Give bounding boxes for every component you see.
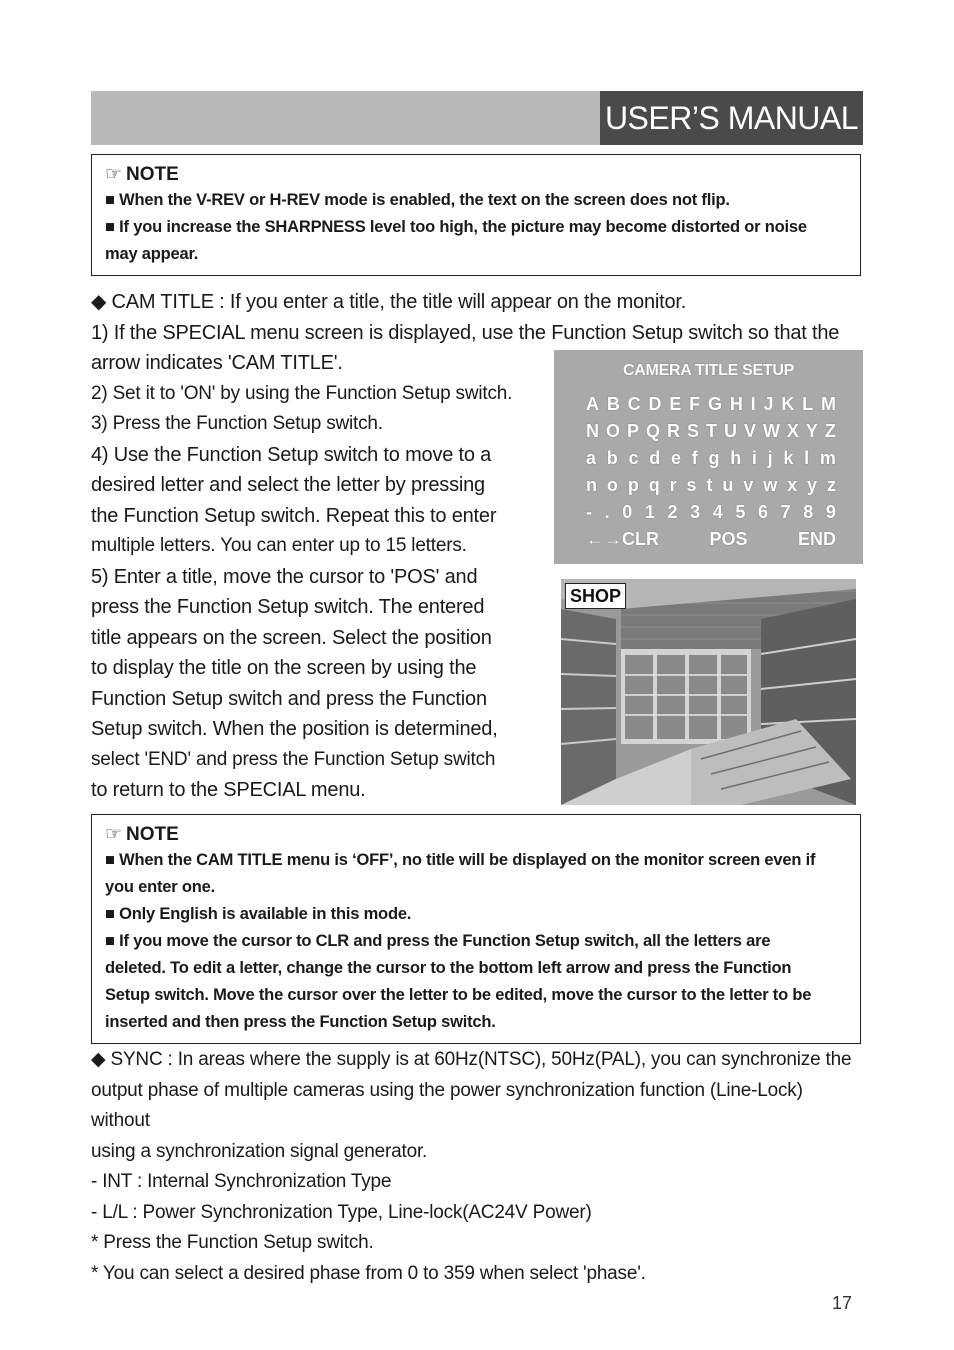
- body-text: 5) Enter a title, move the cursor to 'POS' and: [91, 565, 478, 588]
- body-text: to display the title on the screen by using the: [91, 657, 477, 679]
- header-bar: [91, 91, 863, 145]
- body-text: Function Setup switch and press the Function: [91, 687, 487, 710]
- osd-char: P: [626, 421, 639, 441]
- shop-title-overlay: SHOP: [565, 583, 626, 609]
- osd-char: a: [586, 448, 597, 468]
- body-text: select 'END' and press the Function Setup switch: [91, 748, 496, 770]
- body-text: 1) If the SPECIAL menu screen is displayed, use the Function Setup switch so that the: [91, 321, 840, 344]
- osd-char: 2: [667, 502, 678, 522]
- body-text: 4) Use the Function Setup switch to move to a: [91, 443, 492, 466]
- osd-char: K: [781, 394, 795, 414]
- body-text: desired letter and select the letter by pressing: [91, 474, 485, 496]
- osd-char: i: [751, 448, 757, 468]
- osd-char: f: [691, 448, 698, 468]
- osd-char: 1: [644, 502, 655, 522]
- osd-char: R: [666, 421, 680, 441]
- osd-char: 3: [690, 502, 701, 522]
- osd-row-2: [586, 421, 836, 442]
- camera-title-setup-screen: [554, 350, 863, 564]
- osd-char: H: [729, 394, 743, 414]
- body-text: ◆ SYNC : In areas where the supply is at 60Hz(NTSC), 50Hz(PAL), you can synchronize the: [91, 1049, 852, 1070]
- osd-char: c: [628, 448, 639, 468]
- osd-char: N: [586, 421, 599, 441]
- body-text: ◆ CAM TITLE : If you enter a title, the title will appear on the monitor.: [91, 291, 687, 313]
- osd-char: 9: [825, 502, 836, 522]
- note-line: ■ When the CAM TITLE menu is ‘OFF’, no title will be displayed on the monitor screen even if: [105, 851, 816, 869]
- body-text: title appears on the screen. Select the position: [91, 626, 492, 649]
- note-line: inserted and then press the Function Setup switch.: [105, 1013, 496, 1031]
- osd-char: U: [723, 421, 737, 441]
- body-text: arrow indicates 'CAM TITLE'.: [91, 352, 343, 374]
- pointing-hand-icon: ☞: [105, 164, 123, 185]
- osd-char: A: [586, 394, 599, 414]
- note-line: may appear.: [105, 245, 199, 263]
- osd-char: r: [669, 475, 677, 495]
- osd-title: CAMERA TITLE SETUP: [623, 362, 794, 379]
- osd-char: m: [819, 448, 836, 468]
- osd-row-6: [586, 529, 836, 550]
- osd-row-3: [586, 448, 836, 469]
- body-text: 3) Press the Function Setup switch.: [91, 413, 383, 434]
- osd-char: D: [648, 394, 662, 414]
- osd-char: l: [804, 448, 810, 468]
- note-line: deleted. To edit a letter, change the cursor to the bottom left arrow and press the Function: [105, 959, 792, 977]
- note-box-2: [91, 814, 861, 1044]
- osd-char: Q: [645, 421, 660, 441]
- osd-char: e: [670, 448, 681, 468]
- osd-char: G: [707, 394, 722, 414]
- osd-char: o: [606, 475, 618, 495]
- osd-char: J: [763, 394, 774, 414]
- osd-char: 5: [735, 502, 746, 522]
- note-line: ■ If you move the cursor to CLR and press the Function Setup switch, all the letters are: [105, 932, 771, 950]
- note-line: Setup switch. Move the cursor over the letter to be edited, move the cursor to the letter to be: [105, 986, 812, 1004]
- osd-char: t: [706, 475, 713, 495]
- body-text: press the Function Setup switch. The entered: [91, 596, 485, 618]
- osd-char: E: [669, 394, 682, 414]
- osd-char: x: [787, 475, 798, 495]
- note-line: ■ When the V-REV or H-REV mode is enabled, the text on the screen does not flip.: [105, 191, 730, 209]
- osd-char: 0: [622, 502, 633, 522]
- body-text: * Press the Function Setup switch.: [91, 1232, 374, 1253]
- osd-char: F: [689, 394, 701, 414]
- pointing-hand-icon: ☞: [105, 824, 123, 845]
- osd-char: W: [762, 421, 780, 441]
- body-text: 2) Set it to 'ON' by using the Function Setup switch.: [91, 382, 513, 404]
- body-text: using a synchronization signal generator.: [91, 1140, 428, 1162]
- osd-char: u: [722, 475, 734, 495]
- body-text: multiple letters. You can enter up to 15 letters.: [91, 535, 467, 556]
- note-heading: NOTE: [126, 164, 179, 185]
- osd-char: d: [649, 448, 661, 468]
- osd-char: V: [743, 421, 756, 441]
- page-title: USER’S MANUAL: [600, 91, 863, 145]
- osd-char: w: [763, 475, 778, 495]
- shop-scene-illustration: [561, 579, 856, 805]
- note-heading: NOTE: [126, 824, 179, 845]
- osd-char: b: [606, 448, 618, 468]
- osd-char: n: [586, 475, 597, 495]
- osd-char: 6: [757, 502, 768, 522]
- osd-char: g: [708, 448, 720, 468]
- osd-char: M: [821, 394, 836, 414]
- osd-char: z: [826, 475, 836, 495]
- osd-char: h: [730, 448, 742, 468]
- osd-char: .: [604, 502, 610, 522]
- body-text: * You can select a desired phase from 0 to 359 when select 'phase'.: [91, 1262, 646, 1284]
- shop-camera-photo: [561, 579, 856, 805]
- sync-section: [91, 1045, 861, 1289]
- osd-end-option: END: [797, 529, 836, 549]
- osd-char: S: [686, 421, 699, 441]
- osd-char: s: [686, 475, 697, 495]
- osd-char: B: [606, 394, 620, 414]
- note-line: ■ Only English is available in this mode.: [105, 905, 412, 923]
- body-text: output phase of multiple cameras using the power synchronization function (Line-Lock) without: [91, 1079, 803, 1131]
- osd-pos-option: POS: [709, 529, 748, 549]
- page-number: 17: [832, 1293, 853, 1313]
- osd-char: X: [786, 421, 799, 441]
- osd-char: v: [743, 475, 754, 495]
- osd-row-1: [586, 394, 836, 415]
- cam-title-intro: [91, 287, 861, 348]
- body-text: - L/L : Power Synchronization Type, Line-lock(AC24V Power): [91, 1201, 592, 1223]
- osd-char: Y: [805, 421, 818, 441]
- osd-char: p: [627, 475, 639, 495]
- osd-char: y: [807, 475, 818, 495]
- body-text: Setup switch. When the position is determined,: [91, 718, 498, 740]
- note-line: you enter one.: [105, 878, 215, 896]
- osd-char: O: [605, 421, 620, 441]
- osd-char: 7: [780, 502, 791, 522]
- osd-char: I: [750, 394, 756, 414]
- osd-char: -: [586, 502, 592, 522]
- osd-char: C: [627, 394, 641, 414]
- body-text: - INT : Internal Synchronization Type: [91, 1171, 392, 1192]
- body-text: to return to the SPECIAL menu.: [91, 779, 366, 801]
- osd-clr-option: ←→CLR: [586, 529, 659, 549]
- osd-char: 4: [712, 502, 723, 522]
- note-box-1: [91, 154, 861, 276]
- note-line: ■ If you increase the SHARPNESS level too high, the picture may become distorted or noise: [105, 218, 807, 236]
- osd-char: T: [705, 421, 717, 441]
- osd-char: q: [648, 475, 660, 495]
- osd-char: Z: [824, 421, 836, 441]
- osd-char: L: [802, 394, 814, 414]
- osd-char: 8: [803, 502, 814, 522]
- cam-title-steps: [91, 348, 546, 806]
- osd-row-4: [586, 475, 836, 496]
- osd-row-5: [586, 502, 836, 523]
- osd-char: j: [767, 448, 773, 468]
- osd-char: k: [783, 448, 794, 468]
- body-text: the Function Setup switch. Repeat this to enter: [91, 504, 497, 527]
